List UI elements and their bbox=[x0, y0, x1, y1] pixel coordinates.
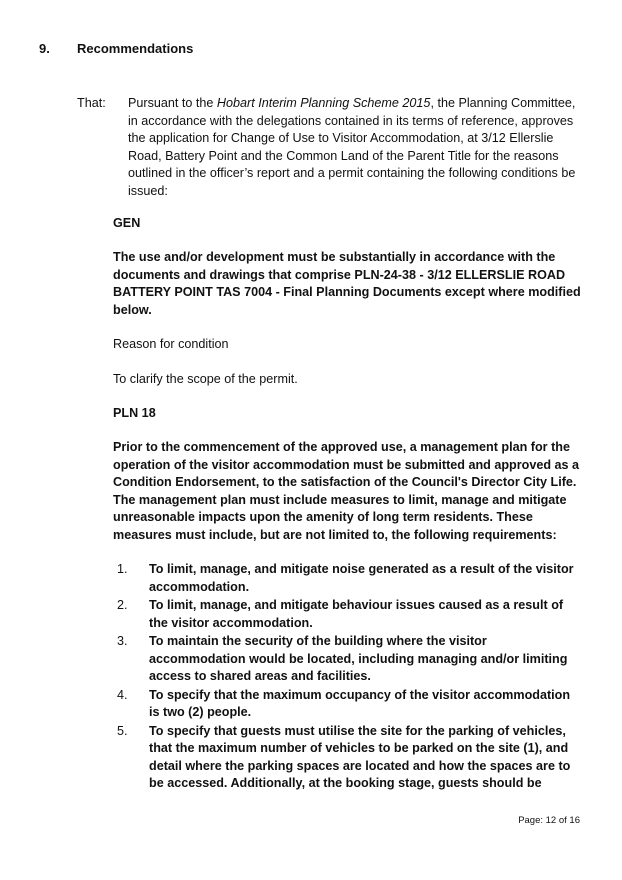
list-item-number: 4. bbox=[117, 687, 128, 702]
condition-text-pln18: Prior to the commencement of the approved use, a management plan for the operation of the visitor accommodation must be submitted and approved as a Condition Endorsement, to the satisfaction of the Council's Director City Life. The management plan must include measures to limit, manage and mitigate unreasonable impacts upon the amenity of long term residents. These measures must include, but are not limited to, the following requirements: bbox=[113, 440, 580, 542]
planning-scheme-name: Hobart Interim Planning Scheme 2015 bbox=[216, 96, 431, 110]
condition-code-pln18: PLN 18 bbox=[113, 406, 156, 420]
list-item-text: To limit, manage, and mitigate behaviour issues caused as a result of the visitor accommodation. bbox=[149, 598, 564, 630]
intro-text-start: Pursuant to the bbox=[128, 96, 217, 110]
list-item-text: To maintain the security of the building where the visitor accommodation would be located, including managing and/or limiting access to shared areas and facilities. bbox=[149, 634, 568, 683]
section-number: 9. bbox=[39, 41, 50, 56]
section-title: Recommendations bbox=[77, 41, 194, 56]
reason-text: To clarify the scope of the permit. bbox=[113, 372, 298, 386]
list-item bbox=[113, 633, 583, 686]
list-item-text: To specify that guests must utilise the site for the parking of vehicles, that the maximum number of vehicles to be parked on the site (1), and detail where the parking spaces are located and how the spaces are to be accessed. Additionally, at the booking stage, guests should be bbox=[149, 723, 571, 790]
condition-text-gen: The use and/or development must be substantially in accordance with the documents and drawings that comprise PLN-24-38 - 3/12 ELLERSLIE ROAD BATTERY POINT TAS 7004 - Final Planning Documents except where modified below. bbox=[113, 250, 581, 317]
intro-text-rest: , the Planning Committee, in accordance with the delegations contained in its terms of reference, approves the application for Change of Use to Visitor Accommodation, at 3/12 Ellerslie Road, Battery Point and the Common Land of the Parent Title for the reasons outlined in the officer’s report and a permit containing the following conditions be issued: bbox=[128, 96, 576, 198]
list-item-number: 2. bbox=[117, 598, 128, 612]
page-number: Page: 12 of 16 bbox=[518, 815, 580, 826]
list-item-number: 5. bbox=[117, 723, 128, 738]
list-item-number: 3. bbox=[117, 634, 128, 648]
list-item bbox=[113, 597, 583, 632]
intro-paragraph bbox=[128, 95, 576, 200]
requirements-list bbox=[113, 561, 583, 794]
list-item-text: To limit, manage, and mitigate noise generated as a result of the visitor accommodation. bbox=[149, 562, 574, 594]
list-item bbox=[113, 561, 583, 596]
list-item-text: To specify that the maximum occupancy of the visitor accommodation is two (2) people. bbox=[149, 687, 571, 719]
list-item bbox=[113, 723, 583, 793]
that-label: That: bbox=[77, 96, 106, 110]
list-item bbox=[113, 687, 583, 722]
condition-code-gen: GEN bbox=[113, 216, 141, 230]
reason-label: Reason for condition bbox=[113, 337, 229, 351]
list-item-number: 1. bbox=[117, 562, 128, 576]
